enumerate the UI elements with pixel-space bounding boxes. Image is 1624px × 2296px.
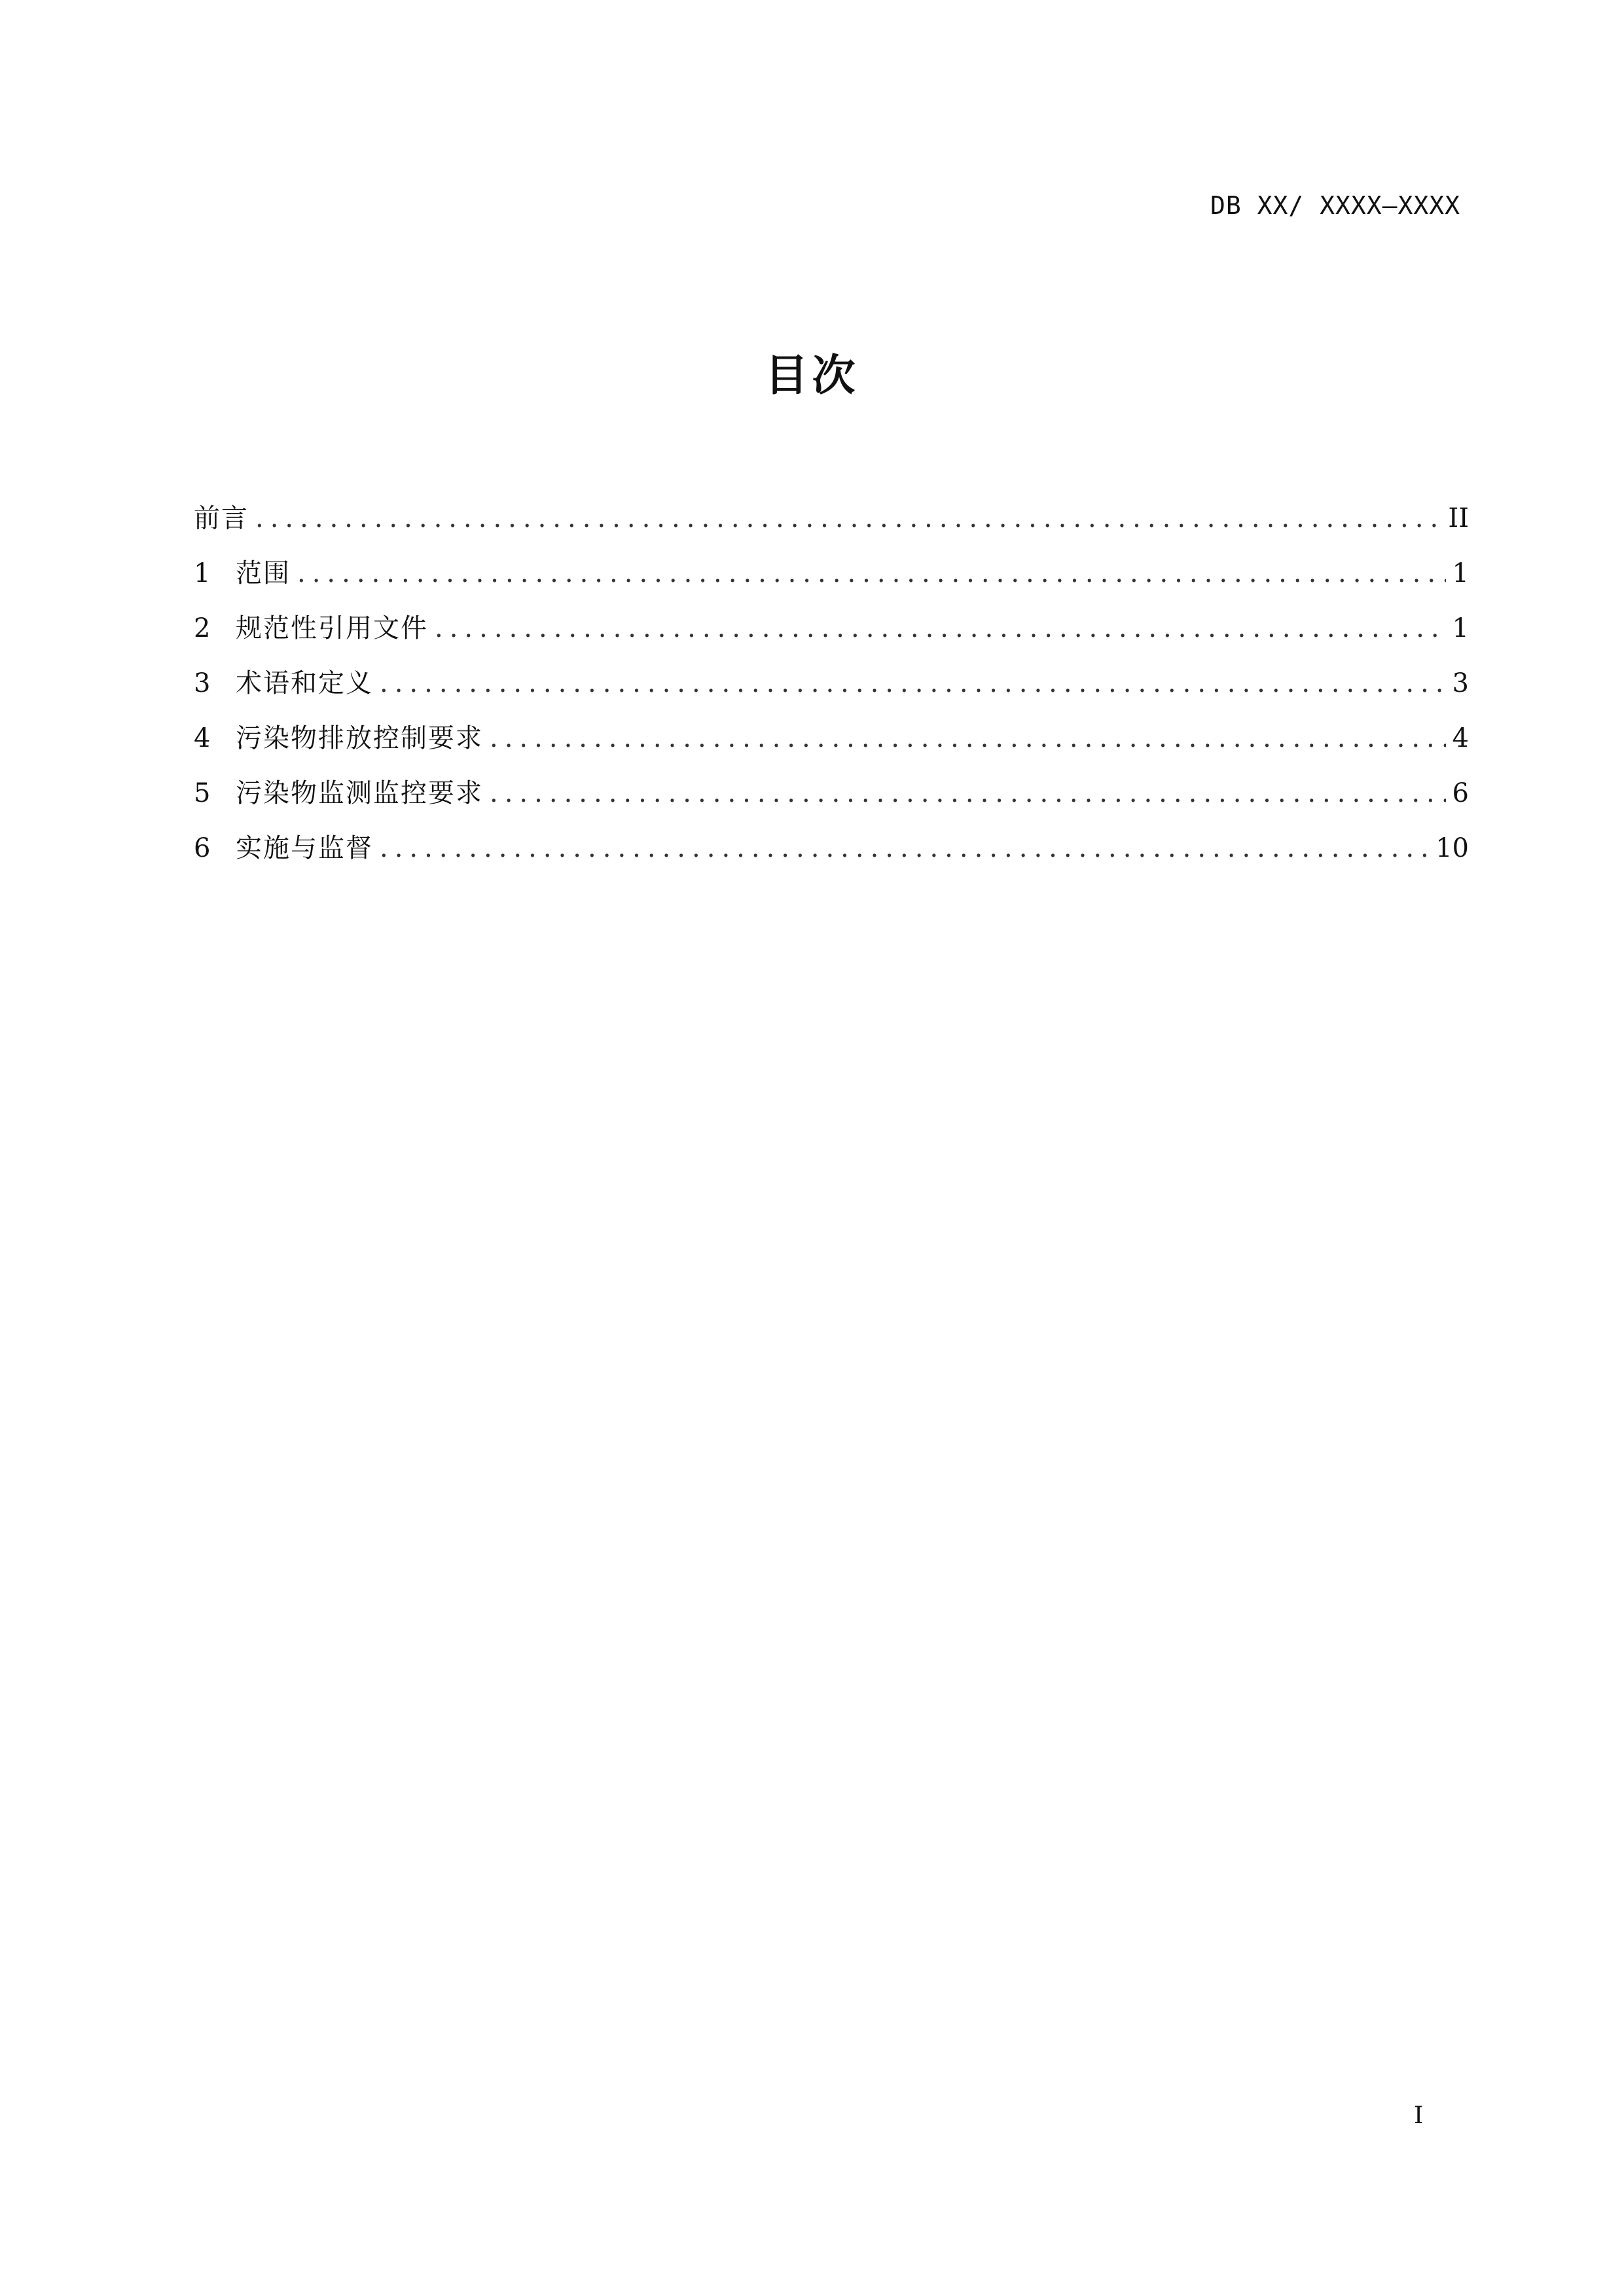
toc-entry-page: 1 (1452, 613, 1469, 643)
toc-entry-number: 1 (194, 558, 211, 588)
toc-entry-number: 3 (194, 668, 211, 698)
toc-title: 目次 (765, 350, 859, 401)
toc-entry-label: 实施与监督 (236, 833, 373, 863)
toc-dot-leader (490, 766, 1446, 821)
toc-entry-label: 前言 (194, 503, 249, 533)
toc-entry-label: 污染物排放控制要求 (236, 723, 483, 753)
table-of-contents (194, 491, 1469, 876)
page-number: I (1414, 2102, 1424, 2129)
toc-entry-page: 1 (1452, 558, 1469, 588)
document-code: DB XX/ XXXX—XXXX (1210, 191, 1460, 220)
toc-entry-implementation[interactable] (194, 821, 1469, 876)
toc-entry-page: 10 (1435, 833, 1469, 863)
toc-dot-leader (297, 546, 1446, 601)
toc-entry-page: II (1448, 503, 1469, 533)
toc-entry-preface[interactable] (194, 491, 1469, 546)
toc-entry-normative-references[interactable] (194, 601, 1469, 656)
toc-dot-leader (380, 821, 1429, 876)
toc-dot-leader (380, 656, 1446, 711)
toc-entry-label: 污染物监测监控要求 (236, 778, 483, 808)
toc-entry-number: 4 (194, 723, 211, 753)
toc-dot-leader (435, 601, 1446, 656)
toc-dot-leader (255, 491, 1441, 546)
toc-entry-label: 范围 (236, 558, 291, 588)
toc-entry-page: 3 (1452, 668, 1469, 698)
toc-entry-label: 规范性引用文件 (236, 613, 428, 643)
toc-dot-leader (490, 711, 1446, 766)
toc-entry-monitoring[interactable] (194, 766, 1469, 821)
toc-entry-label: 术语和定义 (236, 668, 373, 698)
toc-entry-number: 6 (194, 833, 211, 863)
toc-entry-terms-definitions[interactable] (194, 656, 1469, 711)
toc-entry-scope[interactable] (194, 546, 1469, 601)
toc-entry-number: 5 (194, 778, 211, 808)
toc-entry-emission-control[interactable] (194, 711, 1469, 766)
toc-entry-page: 6 (1452, 778, 1469, 808)
toc-entry-page: 4 (1452, 723, 1469, 753)
toc-entry-number: 2 (194, 613, 211, 643)
